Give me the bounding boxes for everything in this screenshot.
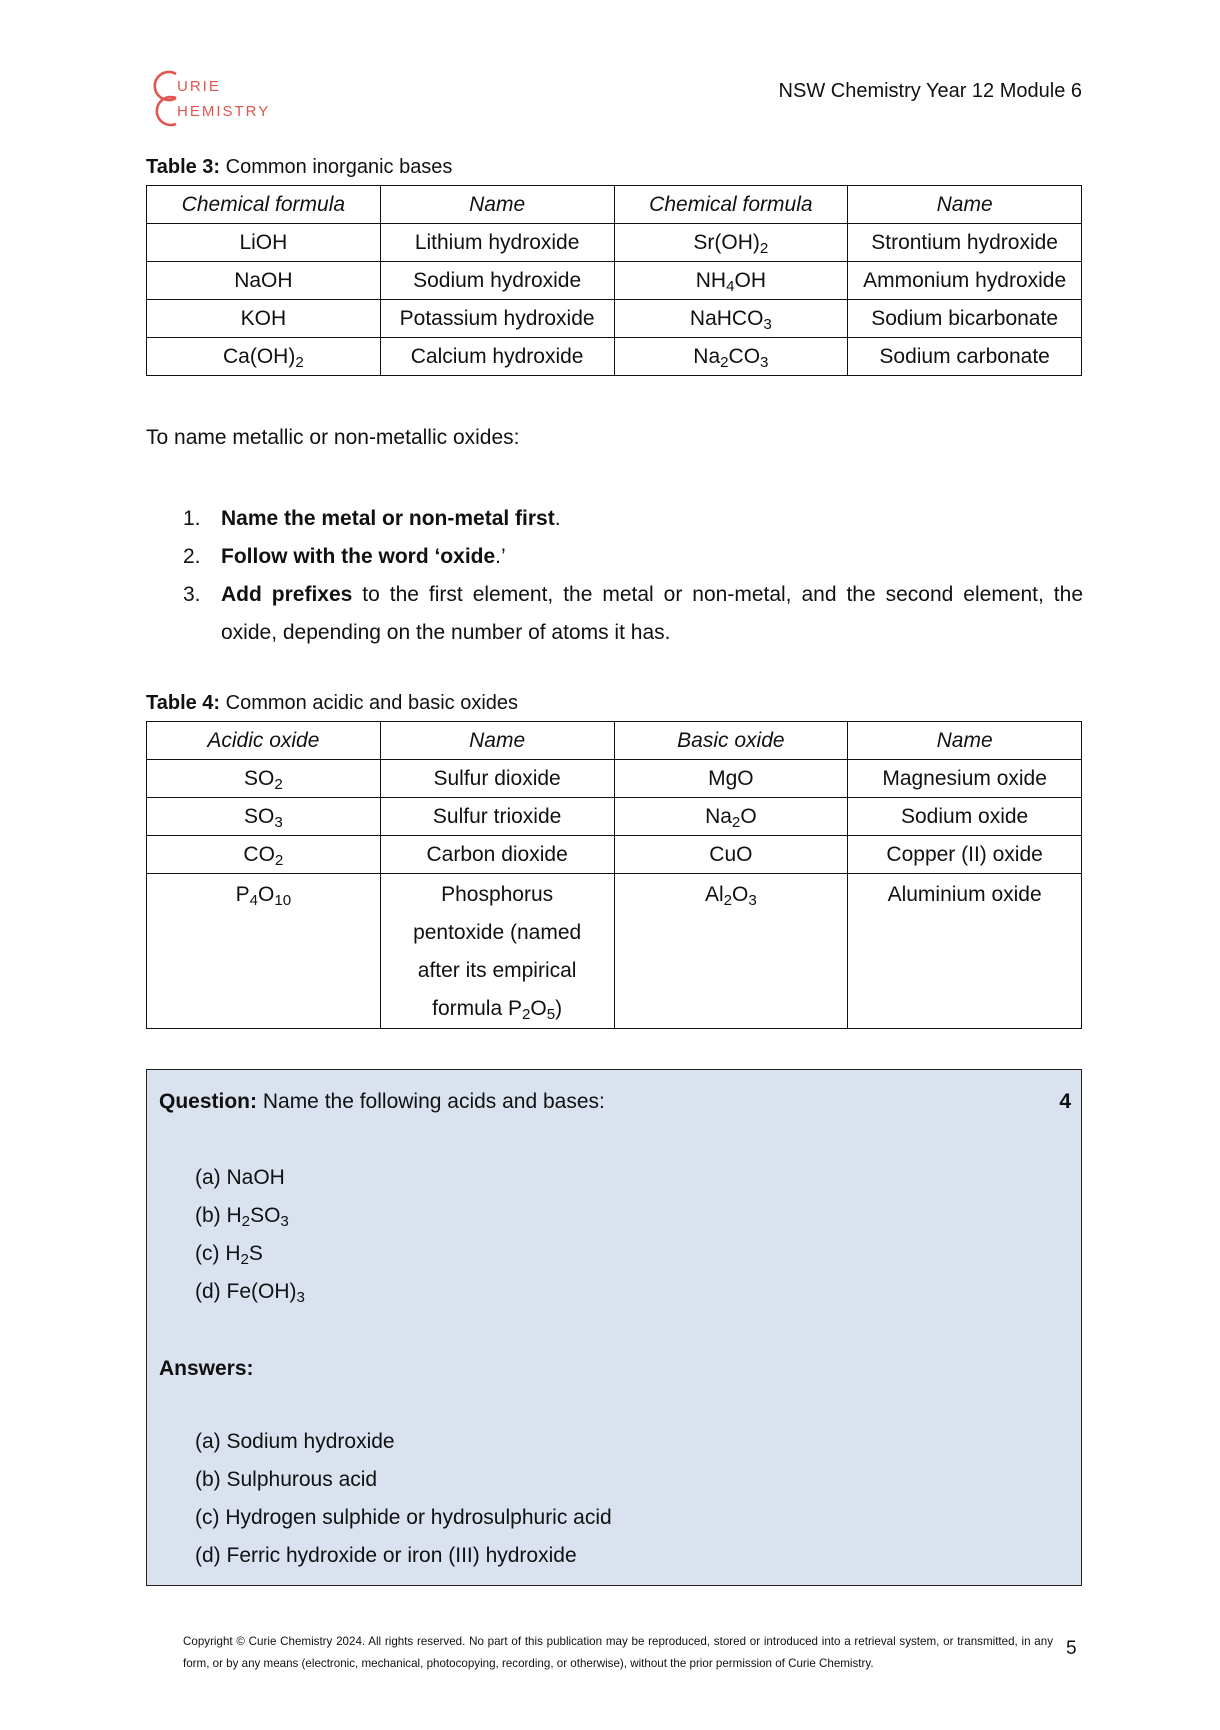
table3-inorganic-bases	[146, 185, 1082, 376]
table-cell: $NH_4OH$	[614, 262, 848, 300]
naming-steps-list	[183, 500, 1083, 652]
table-cell: Sodium hydroxide	[380, 262, 614, 300]
list-item: (b) Sulphurous acid	[195, 1468, 378, 1491]
list-item: (d) Ferric hydroxide or iron (III) hydroxide	[195, 1544, 577, 1567]
question-marks: 4	[1059, 1090, 1071, 1113]
table-cell: $P_4O_{10}$	[147, 874, 381, 1029]
list-item	[183, 500, 1083, 538]
table4-header-cell: Acidic oxide	[147, 722, 381, 760]
step-text: to the first element, the metal or non-metal, and the second element, the oxide, depending on the number of atoms it has.	[221, 583, 1083, 644]
table-cell: Aluminium oxide	[848, 874, 1082, 1029]
list-item: (c) $H_2S$	[195, 1242, 263, 1268]
answers-list	[195, 1423, 612, 1575]
table-cell: Magnesium oxide	[848, 760, 1082, 798]
table-cell: $Na_2CO_3$	[614, 338, 848, 376]
logo-cc-icon	[146, 66, 180, 130]
table4-caption	[146, 692, 518, 715]
table3-header-row	[147, 186, 1082, 224]
table-cell: KOH	[147, 300, 381, 338]
table-cell: $Al_2O_3$	[614, 874, 848, 1029]
table-cell: NaOH	[147, 262, 381, 300]
table-cell: Sulfur trioxide	[380, 798, 614, 836]
table-row	[147, 874, 1082, 1029]
step-text: .’	[495, 545, 506, 568]
step-bold-text: Name the metal or non-metal first	[221, 507, 555, 530]
page-number: 5	[1066, 1638, 1077, 1659]
question-heading	[159, 1090, 605, 1114]
table-row	[147, 798, 1082, 836]
table-cell: $Sr(OH)_2$	[614, 224, 848, 262]
table-cell: MgO	[614, 760, 848, 798]
table-row	[147, 300, 1082, 338]
table-row	[147, 760, 1082, 798]
oxide-naming-intro: To name metallic or non-metallic oxides:	[146, 426, 520, 449]
table4-label: Table 4:	[146, 692, 221, 714]
step-number: 2.	[183, 545, 201, 568]
table3-header-cell: Name	[848, 186, 1082, 224]
table4-header-cell: Name	[848, 722, 1082, 760]
table-cell: $CO_2$	[147, 836, 381, 874]
question-items-list	[195, 1159, 305, 1311]
answers-heading: Answers:	[159, 1357, 254, 1380]
table-row	[147, 338, 1082, 376]
step-text: .	[554, 507, 561, 530]
table3-header-cell: Chemical formula	[614, 186, 848, 224]
step-bold-text: Follow with the word ‘oxide	[221, 545, 496, 568]
table-cell: Sodium carbonate	[848, 338, 1082, 376]
table4-caption-text: Common acidic and basic oxides	[225, 692, 519, 714]
question-label: Question:	[159, 1090, 257, 1113]
table-cell: LiOH	[147, 224, 381, 262]
list-item	[183, 576, 1083, 652]
table-row	[147, 262, 1082, 300]
table-cell: Potassium hydroxide	[380, 300, 614, 338]
document-title: NSW Chemistry Year 12 Module 6	[778, 80, 1082, 102]
table4-header-row	[147, 722, 1082, 760]
table-cell: Calcium hydroxide	[380, 338, 614, 376]
table3-caption-text: Common inorganic bases	[225, 156, 453, 178]
table3-header-cell: Chemical formula	[147, 186, 381, 224]
table-cell: Sodium oxide	[848, 798, 1082, 836]
table-cell: Copper (II) oxide	[848, 836, 1082, 874]
list-item: (a) NaOH	[195, 1166, 285, 1189]
table-cell: Sodium bicarbonate	[848, 300, 1082, 338]
table-cell: $SO_3$	[147, 798, 381, 836]
question-text: Name the following acids and bases:	[262, 1090, 605, 1113]
table4-header-cell: Name	[380, 722, 614, 760]
list-item: (d) $Fe(OH)_3$	[195, 1280, 305, 1306]
table-cell: Ammonium hydroxide	[848, 262, 1082, 300]
list-item: (a) Sodium hydroxide	[195, 1430, 395, 1453]
table-cell: $Ca(OH)_2$	[147, 338, 381, 376]
table-cell: Strontium hydroxide	[848, 224, 1082, 262]
list-item: (b) $H_2SO_3$	[195, 1204, 289, 1230]
question-box	[146, 1069, 1082, 1586]
table-cell: Sulfur dioxide	[380, 760, 614, 798]
table-cell: Carbon dioxide	[380, 836, 614, 874]
logo-text-line2: HEMISTRY	[177, 103, 271, 120]
table-cell: CuO	[614, 836, 848, 874]
list-item	[183, 538, 1083, 576]
step-number: 3.	[183, 583, 201, 606]
copyright-notice: Copyright © Curie Chemistry 2024. All rights reserved. No part of this publication may be reproduced, stored or introduced into a retrieval system, or transmitted, in any form, or by any means (electronic, mechanical, photocopying, recording, or otherwise), without the prior permission of Curie Chemistry.	[183, 1635, 1053, 1670]
curie-chemistry-logo	[146, 66, 306, 130]
table-cell: Phosphorus pentoxide (named after its empirical formula $P_2O_5$)	[380, 874, 614, 1029]
table-row	[147, 836, 1082, 874]
list-item: (c) Hydrogen sulphide or hydrosulphuric acid	[195, 1506, 612, 1529]
table-row	[147, 224, 1082, 262]
table3-caption	[146, 156, 452, 179]
step-bold-text: Add prefixes	[221, 583, 353, 606]
table-cell: Lithium hydroxide	[380, 224, 614, 262]
table-cell: NaHCO$_3$	[614, 300, 848, 338]
table-cell: $SO_2$	[147, 760, 381, 798]
table4-acidic-basic-oxides	[146, 721, 1082, 1029]
step-number: 1.	[183, 507, 201, 530]
table4-header-cell: Basic oxide	[614, 722, 848, 760]
table3-label: Table 3:	[146, 156, 221, 178]
logo-text-line1: URIE	[177, 78, 221, 95]
table-cell: $Na_2O$	[614, 798, 848, 836]
table3-header-cell: Name	[380, 186, 614, 224]
